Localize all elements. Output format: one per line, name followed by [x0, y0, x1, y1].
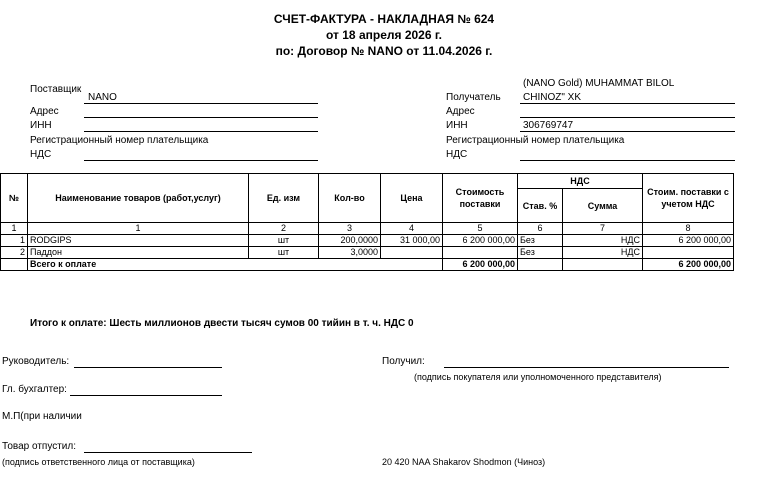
supplier-inn-label: ИНН	[30, 120, 52, 131]
released-signature-line	[84, 452, 252, 453]
received-signature-line	[444, 367, 729, 368]
total-row	[1, 259, 734, 271]
payment-summary: Итого к оплате: Шесть миллионов двести тысяч сумов 00 тийин в т. ч. НДС 0	[30, 318, 414, 329]
recipient-inn-label: ИНН	[446, 120, 468, 131]
supplier-name: NANO	[88, 92, 117, 103]
column-number-row	[1, 223, 734, 235]
released-label: Товар отпустил:	[2, 441, 76, 452]
row-qty: 200,0000	[319, 235, 381, 247]
accountant-signature-line	[70, 395, 222, 396]
recipient-reg-label: Регистрационный номер плательщика	[446, 135, 625, 146]
total-vat-rate	[518, 259, 563, 271]
row-num: 2	[1, 247, 28, 259]
supplier-address-line	[84, 117, 318, 118]
recipient-name-line2: CHINOZ" XK	[523, 92, 581, 103]
table-header-row	[1, 174, 734, 189]
recipient-inn: 306769747	[523, 120, 574, 131]
total-sum: 6 200 000,00	[643, 259, 734, 271]
stamp-label: М.П(при наличии	[2, 411, 82, 422]
row-qty: 3,0000	[319, 247, 381, 259]
received-label: Получил:	[382, 356, 425, 367]
header-vat: НДС	[518, 174, 643, 189]
supplier-vat-label: НДС	[30, 149, 52, 160]
row-vat-sum: НДС	[563, 247, 643, 259]
col-number: 7	[563, 223, 643, 235]
header-vat-sum: Сумма	[563, 189, 643, 223]
contract-reference: по: Договор № NANO от 11.04.2026 г.	[275, 44, 493, 58]
col-number: 2	[249, 223, 319, 235]
supplier-label: Поставщик	[30, 84, 82, 95]
row-cost: 6 200 000,00	[443, 235, 518, 247]
row-name: Паддон	[28, 247, 249, 259]
total-cost: 6 200 000,00	[443, 259, 518, 271]
recipient-name-line	[520, 103, 735, 104]
row-unit: шт	[249, 235, 319, 247]
row-vat-sum: НДС	[563, 235, 643, 247]
total-vat-sum	[563, 259, 643, 271]
row-total: 6 200 000,00	[643, 235, 734, 247]
row-price	[381, 247, 443, 259]
col-number: 4	[381, 223, 443, 235]
col-number: 8	[643, 223, 734, 235]
row-price: 31 000,00	[381, 235, 443, 247]
row-cost	[443, 247, 518, 259]
recipient-name-line1: (NANO Gold) MUHAMMAT BILOL	[523, 78, 675, 89]
supplier-name-line	[84, 103, 318, 104]
supplier-reg-label: Регистрационный номер плательщика	[30, 135, 209, 146]
recipient-vat-label: НДС	[446, 149, 468, 160]
col-number: 1	[1, 223, 28, 235]
receiver-name: 20 420 NAA Shakarov Shodmon (Чиноз)	[382, 457, 546, 467]
released-note: (подпись ответственного лица от поставщика)	[2, 457, 195, 467]
col-number: 5	[443, 223, 518, 235]
document-title: СЧЕТ-ФАКТУРА - НАКЛАДНАЯ № 624	[273, 12, 495, 26]
document-date: от 18 апреля 2026 г.	[326, 28, 442, 42]
header-qty: Кол-во	[319, 174, 381, 223]
col-number: 6	[518, 223, 563, 235]
col-number: 3	[319, 223, 381, 235]
row-num: 1	[1, 235, 28, 247]
header-name: Наименование товаров (работ,услуг)	[28, 174, 249, 223]
header-vat-rate: Став. %	[518, 189, 563, 223]
row-name: RODGIPS	[28, 235, 249, 247]
total-label: Всего к оплате	[28, 259, 443, 271]
supplier-vat-line	[84, 160, 318, 161]
supplier-address-label: Адрес	[30, 106, 59, 117]
row-vat-rate: Без	[518, 235, 563, 247]
invoice-table	[0, 173, 734, 271]
row-vat-rate: Без	[518, 247, 563, 259]
header-price: Цена	[381, 174, 443, 223]
accountant-label: Гл. бухгалтер:	[2, 384, 67, 395]
recipient-label: Получатель	[446, 92, 501, 103]
received-note: (подпись покупателя или уполномоченного представителя)	[414, 372, 662, 382]
recipient-inn-line	[520, 131, 735, 132]
supplier-inn-line	[84, 131, 318, 132]
header-cost: Стоимость поставки	[443, 174, 518, 223]
recipient-address-label: Адрес	[446, 106, 475, 117]
recipient-vat-line	[520, 160, 735, 161]
table-row	[1, 235, 734, 247]
row-unit: шт	[249, 247, 319, 259]
header-num: №	[1, 174, 28, 223]
recipient-address-line	[520, 117, 735, 118]
header-total: Стоим. поставки с учетом НДС	[643, 174, 734, 223]
table-row	[1, 247, 734, 259]
col-number: 1	[28, 223, 249, 235]
row-total	[643, 247, 734, 259]
director-signature-line	[74, 367, 222, 368]
header-unit: Ед. изм	[249, 174, 319, 223]
director-label: Руководитель:	[2, 356, 70, 367]
total-spacer	[1, 259, 28, 271]
